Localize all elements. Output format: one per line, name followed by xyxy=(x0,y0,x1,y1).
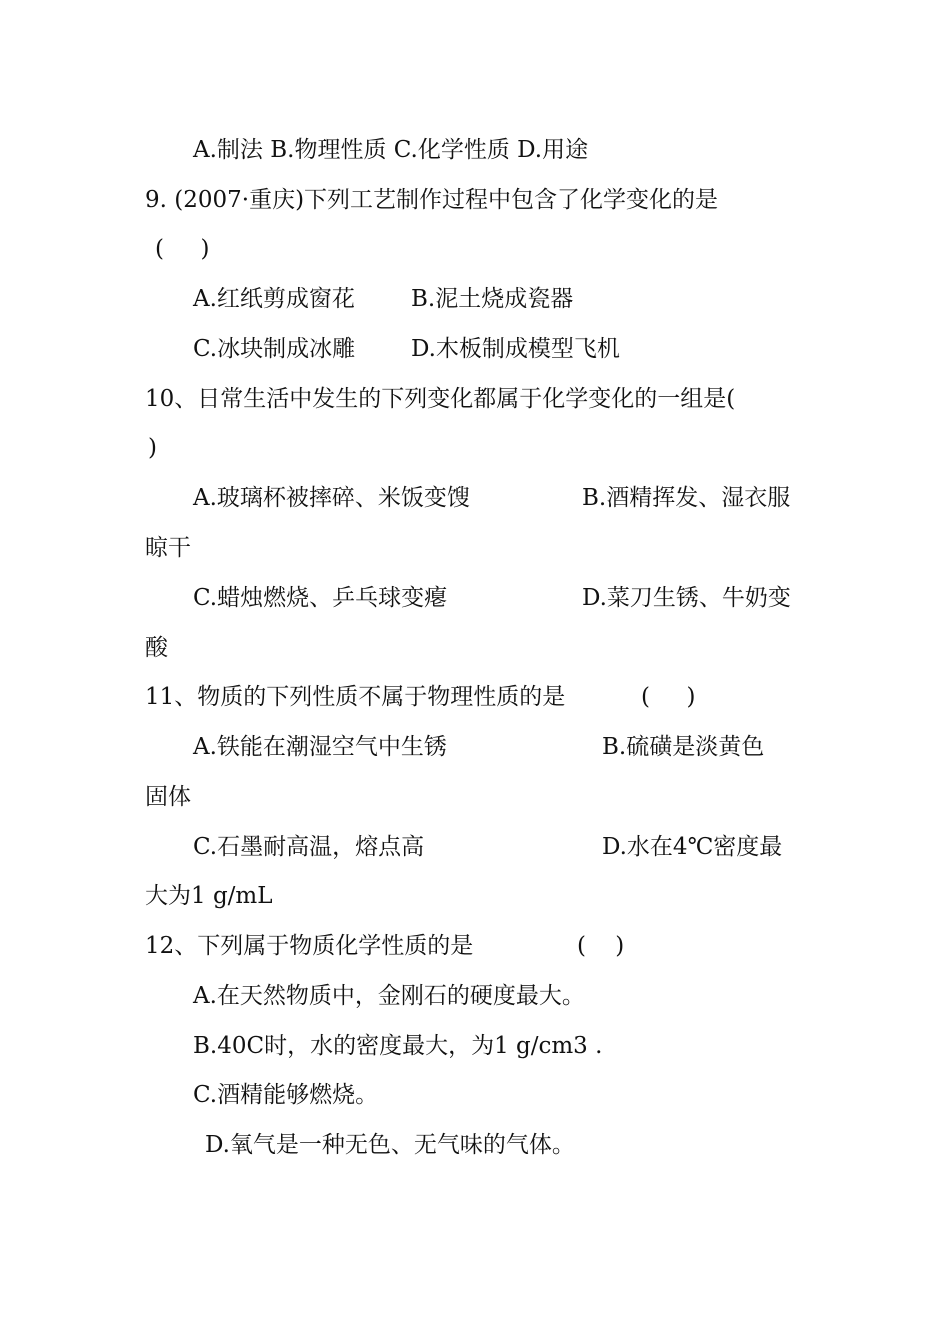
q9-answer-paren: ( ) xyxy=(155,236,210,262)
q8-options: A.制法 B.物理性质 C.化学性质 D.用途 xyxy=(193,137,589,163)
q12-stem-line xyxy=(145,931,845,961)
q12-option-c: C.酒精能够燃烧。 xyxy=(193,1082,379,1108)
q12-option-d: D.氧气是一种无色、无气味的气体。 xyxy=(205,1132,575,1158)
q11-option-d-continued: 大为1 g/mL xyxy=(145,883,273,909)
q10-option-d: D.菜刀生锈、牛奶变 xyxy=(582,585,791,611)
q10-option-d-continued: 酸 xyxy=(145,635,168,661)
q9-option-b: B.泥土烧成瓷器 xyxy=(411,286,574,312)
q9-stem: 9. (2007·重庆)下列工艺制作过程中包含了化学变化的是 xyxy=(145,187,719,213)
q11-option-c: C.石墨耐高温，熔点高 xyxy=(193,834,425,860)
q11-options-row2 xyxy=(193,832,893,862)
q10-options-row1 xyxy=(193,483,893,513)
q9-option-a: A.红纸剪成窗花 xyxy=(193,286,355,312)
q10-stem: 10、日常生活中发生的下列变化都属于化学变化的一组是( xyxy=(145,386,736,412)
q11-stem-line xyxy=(145,682,845,712)
q12-option-a: A.在天然物质中，金刚石的硬度最大。 xyxy=(193,983,585,1009)
q12-option-b: B.40C时，水的密度最大，为1 g/cm3 . xyxy=(193,1033,603,1059)
q9-option-d: D.木板制成模型飞机 xyxy=(411,336,620,362)
q9-options-row2 xyxy=(193,334,893,364)
q11-answer-paren: ( ) xyxy=(641,684,696,710)
q12-answer-paren: ( ) xyxy=(577,933,625,959)
q10-paren-close: ) xyxy=(148,435,157,461)
q10-option-b: B.酒精挥发、湿衣服 xyxy=(582,485,791,511)
q10-option-b-continued: 晾干 xyxy=(145,535,191,561)
q11-option-d: D.水在4℃密度最 xyxy=(602,834,783,860)
q12-stem: 12、下列属于物质化学性质的是 xyxy=(145,933,474,959)
q10-option-c: C.蜡烛燃烧、乒乓球变瘪 xyxy=(193,585,448,611)
q9-options-row1 xyxy=(193,284,893,314)
q11-option-b-continued: 固体 xyxy=(145,784,191,810)
q11-option-a: A.铁能在潮湿空气中生锈 xyxy=(193,734,447,760)
q10-option-a: A.玻璃杯被摔碎、米饭变馊 xyxy=(193,485,470,511)
q9-option-c: C.冰块制成冰雕 xyxy=(193,336,356,362)
q11-stem: 11、物质的下列性质不属于物理性质的是 xyxy=(145,684,566,710)
q11-options-row1 xyxy=(193,732,893,762)
q10-options-row2 xyxy=(193,583,893,613)
q11-option-b: B.硫磺是淡黄色 xyxy=(602,734,765,760)
